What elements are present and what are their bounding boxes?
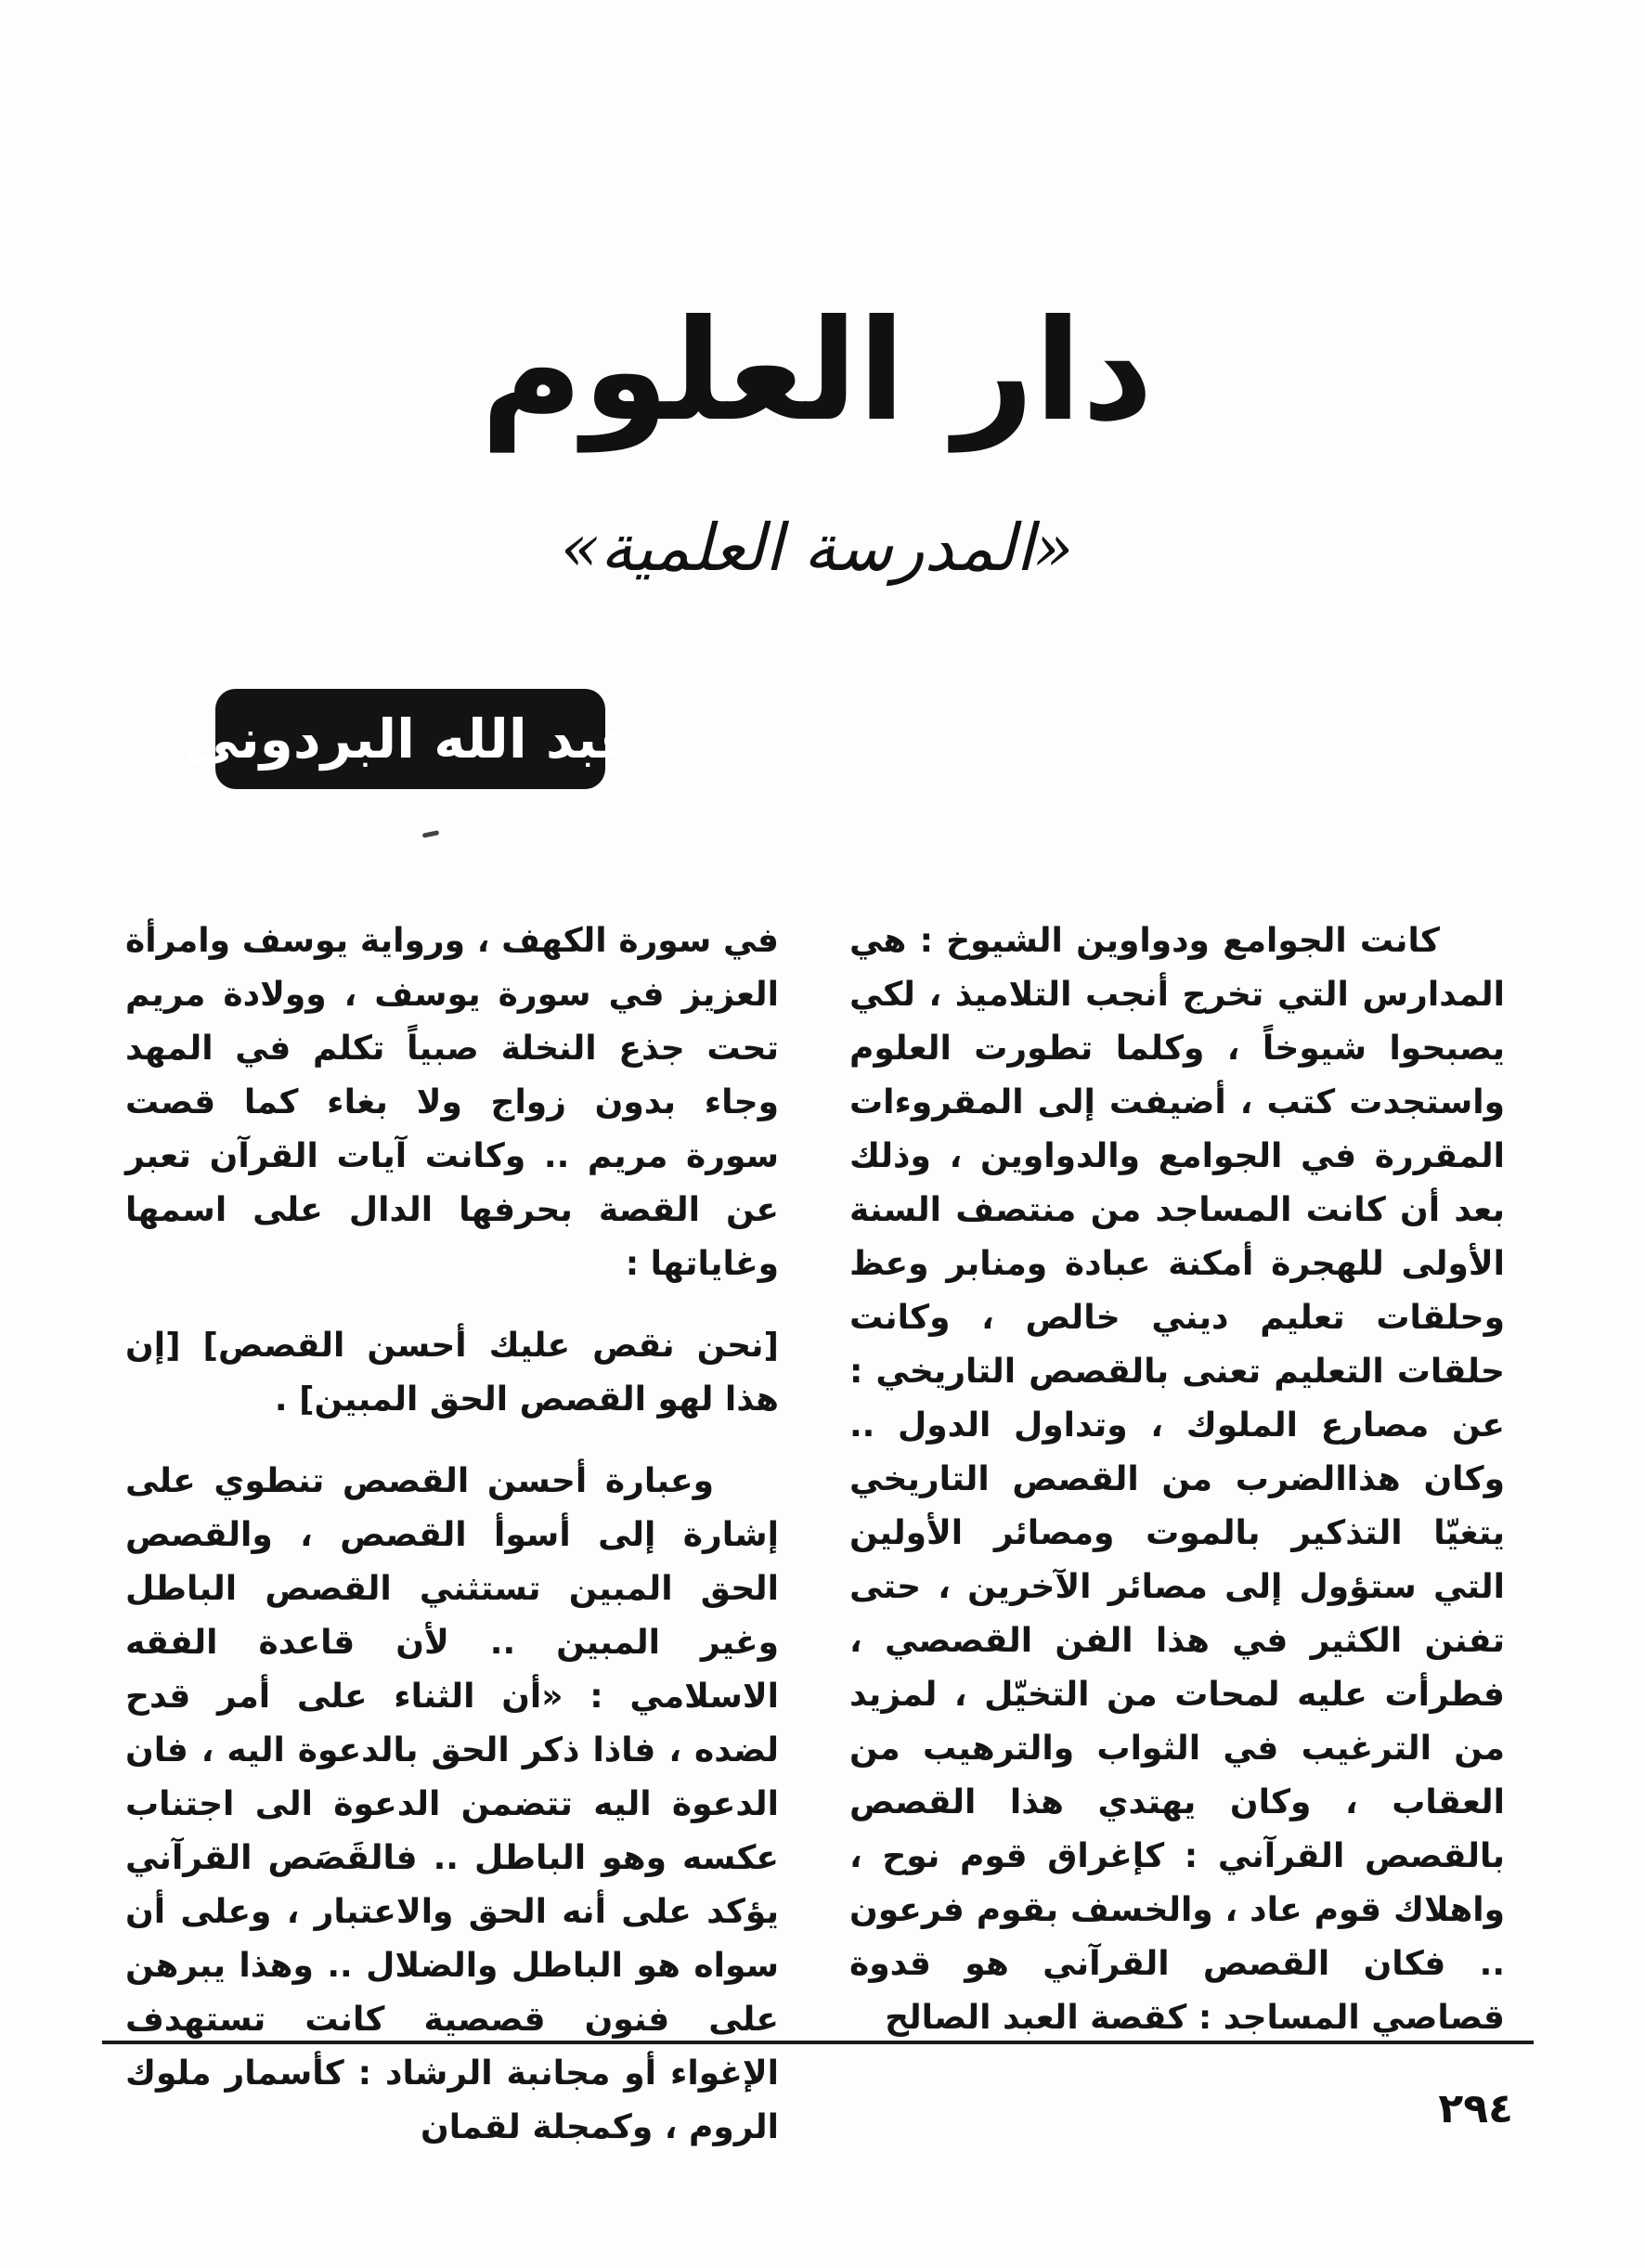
text-column-right (849, 914, 1505, 2045)
page-number: ٢٩٤ (1438, 2085, 1513, 2132)
footer-rule (102, 2041, 1534, 2044)
text-column-left (125, 914, 779, 2155)
paragraph: وعبارة أحسن القصص تنطوي على إشارة إلى أسوأ القصص ، والقصص الحق المبين تستثني القصص الباطل وغير المبين .. لأن قاعدة الفقه الاسلامي : «أن الثناء على أمر قدح لضده ، فاذا ذكر الحق بالدعوة اليه ، فان الدعوة اليه تتضمن الدعوة الى اجتناب عكسه وهو الباطل .. فالقَصَص القرآني يؤكد على أنه الحق والاعتبار ، وعلى أن سواه هو الباطل والضلال .. وهذا يبرهن على فنون قصصية كانت تستهدف الإغواء أو مجانبة الرشاد : كأسمار ملوك الروم ، وكمجلة لقمان (125, 1462, 779, 2146)
author-name: عبد الله البردوني (185, 707, 636, 771)
article-subtitle: «المدرسة العلمية» (560, 510, 1074, 586)
author-badge (185, 689, 636, 789)
print-speck (422, 830, 440, 838)
quran-quote: [نحن نقص عليك أحسن القصص] [إن هذا لهو القصص الحق المبين] . (125, 1327, 779, 1419)
paragraph: كانت الجوامع ودواوين الشيوخ : هي المدارس التي تخرج أنجب التلاميذ ، لكي يصبحوا شيوخاً ، وكلما تطورت العلوم واستجدت كتب ، أضيفت إلى المقروءات المقررة في الجوامع والدواوين ، وذلك بعد أن كانت المساجد من منتصف السنة الأولى للهجرة أمكنة عبادة ومنابر وعظ وحلقات تعليم ديني خالص ، وكانت حلقات التعليم تعنى بالقصص التاريخي : عن مصارع الملوك ، وتداول الدول .. وكان هذاالضرب من القصص التاريخي يتغيّا التذكير بالموت ومصائر الأولين التي ستؤول إلى مصائر الآخرين ، حتى تفنن الكثير في هذا الفن القصصي ، فطرأت عليه لمحات من التخيّل ، لمزيد من الترغيب في الثواب والترهيب من العقاب ، وكان يهتدي هذا القصص بالقصص القرآني : كإغراق قوم نوح ، واهلاك قوم عاد ، والخسف بقوم فرعون .. فكان القصص القرآني هو قدوة قصاصي المساجد : كقصة العبد الصالح (849, 922, 1505, 2037)
article-title: دار العلوم (480, 291, 1154, 452)
paragraph: في سورة الكهف ، ورواية يوسف وامرأة العزيز في سورة يوسف ، وولادة مريم تحت جذع النخلة صبياً تكلم في المهد وجاء بدون زواج ولا بغاء كما قصت سورة مريم .. وكانت آيات القرآن تعبر عن القصة بحرفها الدال على اسمها وغاياتها : (125, 922, 779, 1283)
